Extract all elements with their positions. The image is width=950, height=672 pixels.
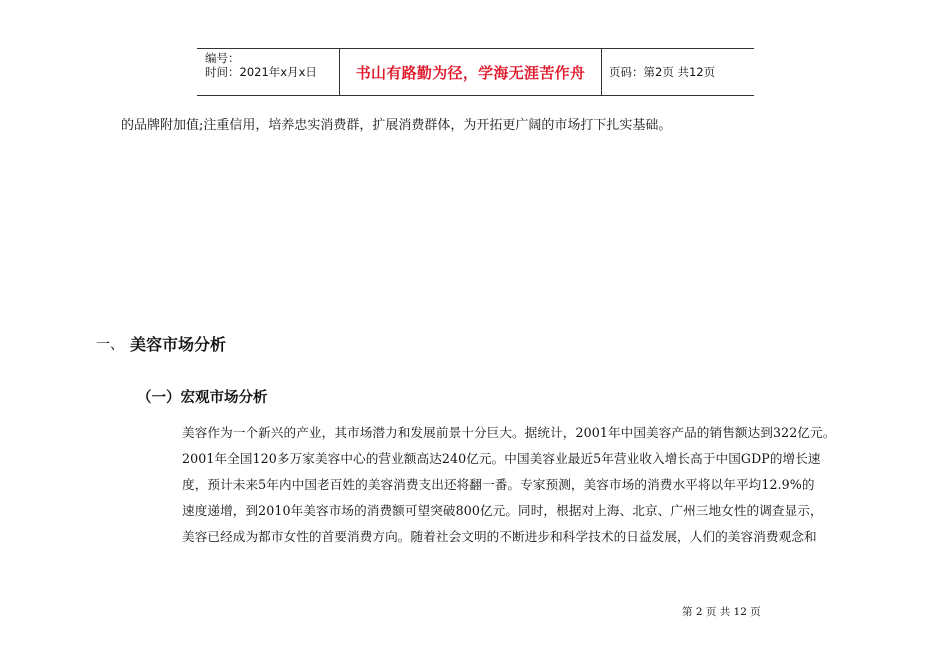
code-label: 编号： bbox=[205, 51, 240, 65]
time-label: 时间：2021年x月x日 bbox=[205, 65, 317, 79]
page-label: 页码：第2页 共12页 bbox=[609, 65, 716, 79]
body-line: 美容已经成为都市女性的首要消费方向。随着社会文明的不断进步和科学技术的日益发展，人们的美容消费观念和 bbox=[182, 529, 817, 544]
body-line: 度，预计未来5年内中国老百姓的美容消费支出还将翻一番。专家预测，美容市场的消费水平将以年平均12.9%的 bbox=[182, 477, 815, 492]
motto-text: 书山有路勤为径，学海无涯苦作舟 bbox=[355, 63, 586, 82]
header-meta-cell bbox=[197, 49, 340, 95]
section-number: 一、 bbox=[96, 337, 124, 353]
header-page-cell bbox=[602, 49, 754, 95]
body-line: 速度递增，到2010年美容市场的消费额可望突破800亿元。同时，根据对上海、北京、广州三地女性的调查显示， bbox=[182, 503, 823, 518]
body-line: 2001年全国120多万家美容中心的营业额高达240亿元。中国美容业最近5年营业收入增长高于中国GDP的增长速 bbox=[182, 451, 821, 466]
section-title: 美容市场分析 bbox=[130, 335, 227, 354]
intro-paragraph: 的品牌附加值;注重信用，培养忠实消费群，扩展消费群体，为开拓更广阔的市场打下扎实基础。 bbox=[121, 118, 672, 133]
subsection-title: （一）宏观市场分析 bbox=[137, 390, 268, 406]
body-line: 美容作为一个新兴的产业，其市场潜力和发展前景十分巨大。据统计，2001年中国美容产品的销售额达到322亿元。 bbox=[182, 425, 836, 440]
header-motto-cell bbox=[340, 49, 602, 95]
document-header bbox=[197, 48, 754, 96]
page-footer: 第 2 页 共 12 页 bbox=[682, 606, 761, 618]
